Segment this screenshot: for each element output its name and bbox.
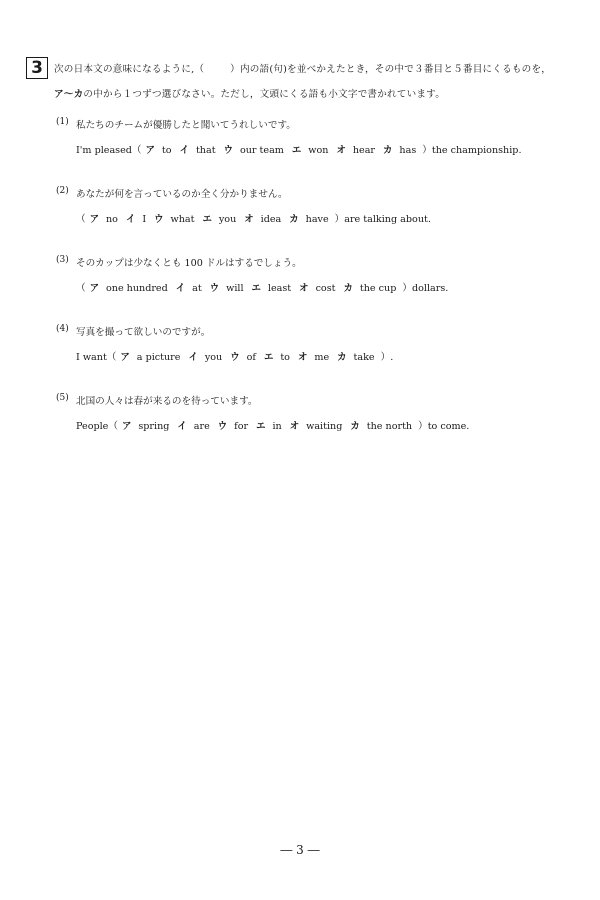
option-text: in (272, 421, 282, 432)
option-label: オ (299, 283, 309, 294)
page-number: ― 3 ― (280, 843, 320, 857)
english-sentence (76, 211, 431, 225)
option-text: to (161, 145, 172, 156)
option-label: ア (120, 352, 130, 363)
sentence-prefix: I'm pleased（ (76, 145, 142, 156)
instruction-line-1 (54, 61, 551, 75)
item-number: (4) (56, 324, 69, 334)
option-label: ウ (230, 352, 240, 363)
option-label: カ (343, 283, 353, 294)
sentence-suffix: ）to come. (418, 421, 470, 432)
option-text: you (204, 352, 223, 363)
option-text: at (192, 283, 202, 294)
option-label: カ (350, 421, 360, 432)
option-text: cost (315, 283, 336, 294)
option-text: idea (260, 214, 282, 225)
option-text: the north (366, 421, 413, 432)
option-label: エ (202, 214, 212, 225)
option-label: オ (289, 421, 300, 432)
sentence-suffix: ）the championship. (422, 145, 522, 156)
sentence-suffix: ）dollars. (402, 283, 449, 294)
option-label: ウ (217, 421, 228, 432)
option-text: a picture (136, 352, 181, 363)
sentence-prefix: （ (76, 283, 86, 294)
item-number: (3) (56, 255, 69, 265)
option-label: エ (291, 145, 302, 156)
option-label: ア (145, 145, 155, 156)
option-label: オ (297, 352, 308, 363)
option-text: least (267, 283, 292, 294)
option-text: has (399, 145, 417, 156)
option-text: our team (239, 145, 284, 156)
option-label: カ (289, 214, 299, 225)
japanese-sentence: 写真を撮って欲しいのですが。 (76, 327, 211, 338)
option-text: I (142, 214, 147, 225)
option-text: you (218, 214, 237, 225)
option-label: ウ (209, 283, 220, 294)
sentence-suffix: ）. (380, 352, 394, 363)
japanese-sentence: 私たちのチームが優勝したと聞いてうれしいです。 (76, 120, 296, 131)
instruction-line-1-after: ）内の語(句)を並べかえたとき，その中で３番目と５番目にくるものを， (230, 64, 552, 75)
option-text: the cup (359, 283, 397, 294)
english-sentence (76, 418, 469, 432)
option-text: spring (138, 421, 170, 432)
item-number: (1) (56, 117, 69, 127)
english-sentence (76, 142, 522, 156)
option-text: are (193, 421, 210, 432)
instruction-line-2-rest: の中から１つずつ選びなさい。ただし，文頭にくる語も小文字で書かれています。 (83, 89, 445, 100)
option-text: take (353, 352, 375, 363)
option-text: that (195, 145, 216, 156)
option-label: オ (244, 214, 254, 225)
option-label: ウ (154, 214, 164, 225)
option-text: won (308, 145, 329, 156)
option-label: エ (263, 352, 274, 363)
sentence-prefix: I want（ (76, 352, 117, 363)
option-text: of (246, 352, 256, 363)
option-label: オ (336, 145, 346, 156)
option-label: ア (121, 421, 132, 432)
option-label: ウ (223, 145, 233, 156)
option-label: エ (251, 283, 261, 294)
sentence-prefix: （ (76, 214, 86, 225)
option-text: waiting (306, 421, 343, 432)
option-text: one hundred (105, 283, 168, 294)
option-text: what (170, 214, 195, 225)
option-text: have (305, 214, 329, 225)
instruction-line-1-before: 次の日本文の意味になるように,（ (54, 64, 205, 75)
instruction-line-2 (54, 86, 445, 100)
question-number-box: 3 (26, 57, 48, 79)
english-sentence (76, 280, 448, 294)
option-label: イ (188, 352, 198, 363)
option-text: no (105, 214, 118, 225)
option-label: イ (177, 421, 187, 432)
sentence-prefix: People（ (76, 421, 118, 432)
option-label: ア (89, 214, 99, 225)
option-label: カ (383, 145, 393, 156)
item-number: (5) (56, 393, 69, 403)
instruction-choice-range: ア～カ (54, 89, 84, 100)
option-label: エ (256, 421, 266, 432)
option-label: ア (89, 283, 99, 294)
english-sentence (76, 349, 393, 363)
option-text: me (314, 352, 330, 363)
japanese-sentence: 北国の人々は春が来るのを待っています。 (76, 396, 258, 407)
option-label: イ (179, 145, 189, 156)
option-text: hear (352, 145, 376, 156)
option-text: will (226, 283, 244, 294)
japanese-sentence: あなたが何を言っているのか全く分かりません。 (76, 189, 288, 200)
japanese-sentence: そのカップは少なくとも 100 ドルはするでしょう。 (76, 258, 302, 269)
option-label: イ (175, 283, 186, 294)
option-text: for (234, 421, 249, 432)
option-label: カ (337, 352, 347, 363)
option-label: イ (125, 214, 136, 225)
option-text: to (280, 352, 290, 363)
item-number: (2) (56, 186, 69, 196)
sentence-suffix: ）are talking about. (334, 214, 431, 225)
